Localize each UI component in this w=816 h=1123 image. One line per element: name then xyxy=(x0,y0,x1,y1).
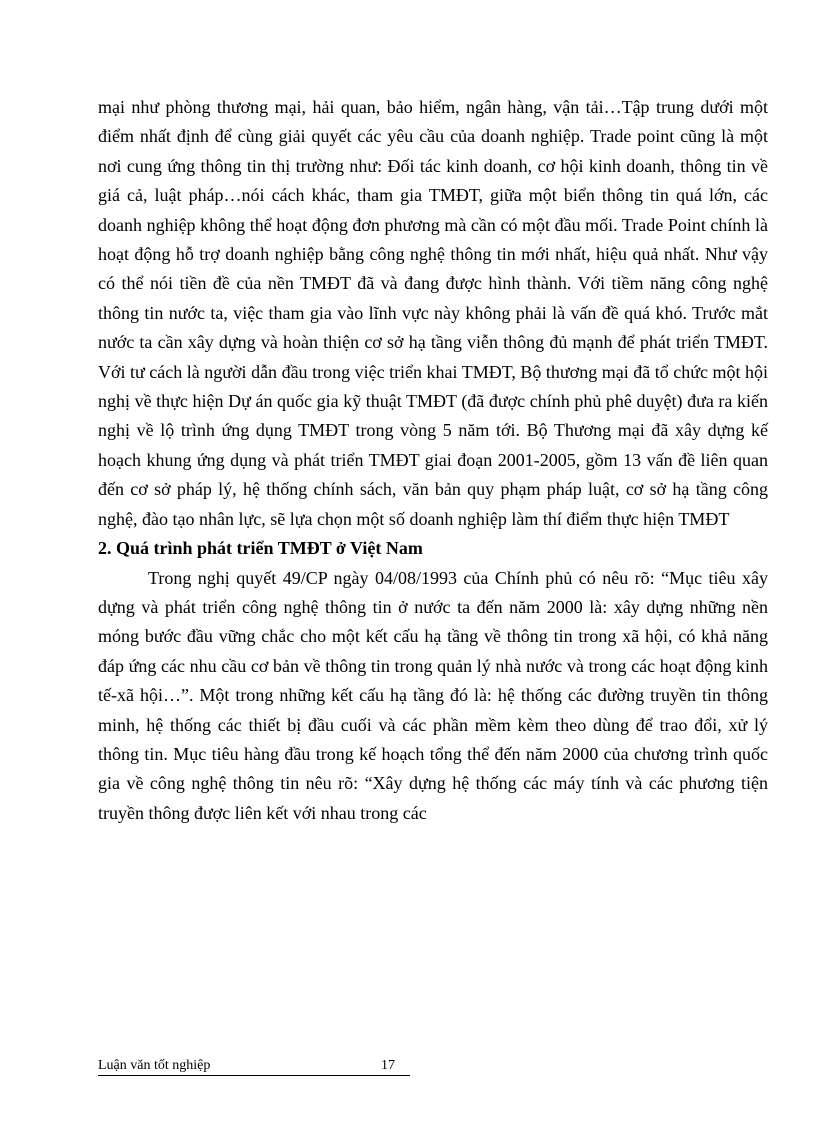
section-heading: 2. Quá trình phát triển TMĐT ở Việt Nam xyxy=(98,538,423,559)
body-paragraph: Trong nghị quyết 49/CP ngày 04/08/1993 của Chính phủ có nêu rõ: “Mục tiêu xây dựng và phát triển công nghệ thông tin ở nước ta đến năm 2000 là: xây dựng những nền móng bước đầu vững chắc cho một kết cấu hạ tầng về thông tin trong xã hội, có khả năng đáp ứng các nhu cầu cơ bản về thông tin trong quản lý nhà nước và trong các hoạt động kinh tế-xã hội…”. Một trong những kết cấu hạ tầng đó là: hệ thống các đường truyền tin thông minh, hệ thống các thiết bị đầu cuối và các phần mềm kèm theo dùng để trao đổi, xử lý thông tin. Mục tiêu hàng đầu trong kế hoạch tổng thể đến năm 2000 của chương trình quốc gia về công nghệ thông tin nêu rõ: “Xây dựng hệ thống các máy tính và các phương tiện truyền thông được liên kết với nhau trong các xyxy=(98,567,768,823)
page-footer xyxy=(98,1058,410,1076)
document-page xyxy=(98,93,768,828)
body-paragraph: mại như phòng thương mại, hải quan, bảo hiểm, ngân hàng, vận tải…Tập trung dưới một điểm nhất định để cùng giải quyết các yêu cầu của doanh nghiệp. Trade point cũng là một nơi cung ứng thông tin thị trường như: Đối tác kinh doanh, cơ hội kinh doanh, thông tin về giá cả, luật pháp…nói cách khác, tham gia TMĐT, giữa một biển thông tin quá lớn, các doanh nghiệp không thể hoạt động đơn phương mà cần có một đầu mối. Trade Point chính là hoạt động hỗ trợ doanh nghiệp bằng công nghệ thông tin mới nhất, hiệu quả nhất. Như vậy có thể nói tiền đề của nền TMĐT đã và đang được hình thành. Với tiềm năng công nghệ thông tin nước ta, việc tham gia vào lĩnh vực này không phải là vấn đề quá khó. Trước mắt nước ta cần xây dựng và hoàn thiện cơ sở hạ tầng viễn thông đủ mạnh để phát triển TMĐT. Với tư cách là người dẫn đầu trong việc triển khai TMĐT, Bộ thương mại đã tổ chức một hội nghị về thực hiện Dự án quốc gia kỹ thuật TMĐT (đã được chính phủ phê duyệt) đưa ra kiến nghị về lộ trình ứng dụng TMĐT trong vòng 5 năm tới. Bộ Thương mại đã xây dựng kế hoạch khung ứng dụng và phát triển TMĐT giai đoạn 2001-2005, gồm 13 vấn đề liên quan đến cơ sở pháp lý, hệ thống chính sách, văn bản quy phạm pháp luật, cơ sở hạ tầng công nghệ, đào tạo nhân lực, sẽ lựa chọn một số doanh nghiệp làm thí điểm thực hiện TMĐT xyxy=(98,97,768,529)
footer-title: Luận văn tốt nghiệp xyxy=(98,1058,211,1073)
page-number: 17 xyxy=(381,1058,395,1073)
